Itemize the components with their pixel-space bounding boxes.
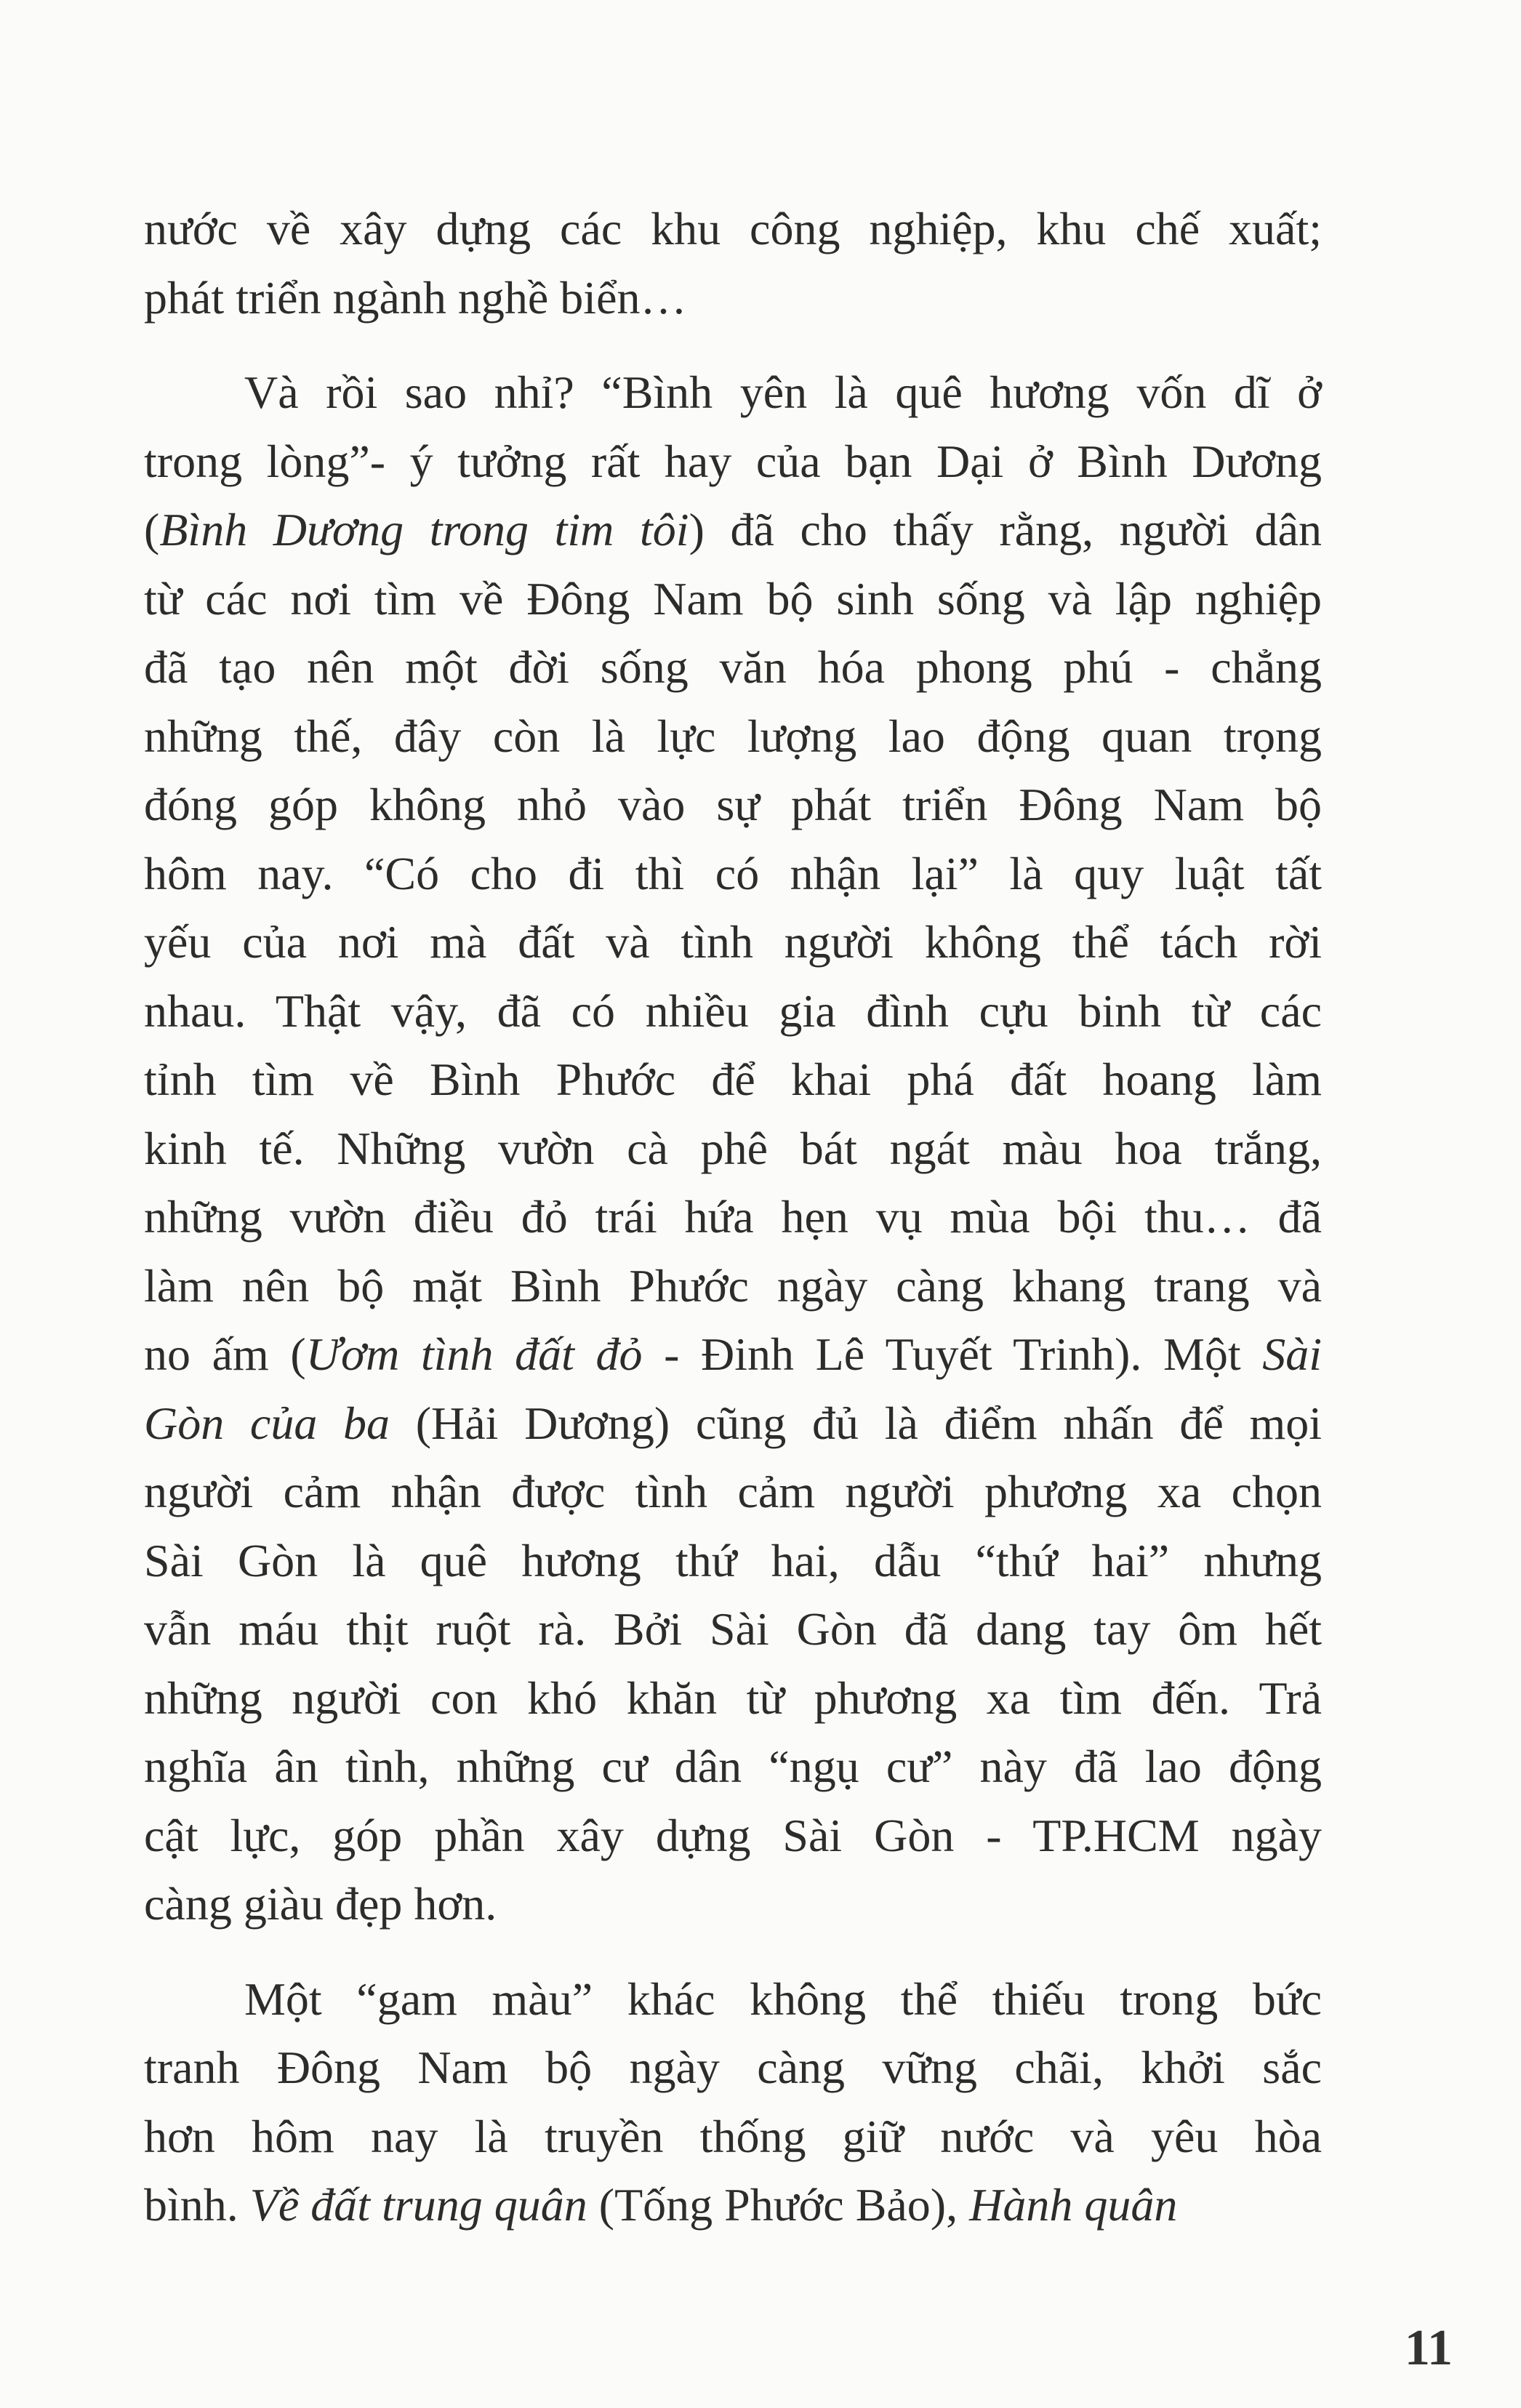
text-run: tranh Đông Nam bộ ngày càng vững chãi, khởi sắc	[144, 2042, 1322, 2093]
text-line	[144, 1802, 1322, 1871]
text-run: làm nên bộ mặt Bình Phước ngày càng khang trang và	[144, 1259, 1322, 1312]
italic-title: Về đất trung quân	[249, 2179, 587, 2231]
text-line	[144, 1115, 1322, 1184]
text-line	[144, 2034, 1322, 2103]
text-line	[144, 565, 1322, 634]
text-line	[144, 840, 1322, 909]
text-line	[144, 1527, 1322, 1596]
italic-title: Bình Dương trong tim tôi	[159, 504, 689, 555]
text-line	[144, 702, 1322, 771]
text-run: bình.	[144, 2179, 250, 2231]
text-run: no ấm (	[144, 1328, 306, 1380]
text-run: phát triển ngành nghề biển…	[144, 271, 687, 324]
italic-title: Gòn của ba	[144, 1397, 390, 1449]
text-run: nghĩa ân tình, những cư dân “ngụ cư” này đã lao động	[144, 1741, 1322, 1792]
text-line	[144, 2103, 1322, 2172]
text-line	[144, 1870, 1322, 1939]
italic-title: Hành quân	[969, 2179, 1178, 2231]
text-line	[144, 1733, 1322, 1802]
text-run: đóng góp không nhỏ vào sự phát triển Đông Nam bộ	[144, 779, 1322, 830]
text-run: hôm nay. “Có cho đi thì có nhận lại” là quy luật tất	[144, 847, 1322, 899]
text-run: đã tạo nên một đời sống văn hóa phong phú - chẳng	[144, 641, 1322, 693]
paragraph-1	[144, 195, 1322, 332]
text-run: hơn hôm nay là truyền thống giữ nước và yêu hòa	[144, 2110, 1322, 2162]
text-run: - Đinh Lê Tuyết Trinh). Một	[642, 1328, 1263, 1380]
text-run: (Tống Phước Bảo),	[587, 2179, 970, 2231]
text-line	[144, 1183, 1322, 1252]
text-line	[144, 1320, 1322, 1389]
text-line	[144, 428, 1322, 497]
text-run: những thế, đây còn là lực lượng lao động quan trọng	[144, 710, 1322, 762]
text-run: Một “gam màu” khác không thể thiếu trong bức	[244, 1972, 1322, 2025]
text-run: người cảm nhận được tình cảm người phương xa chọn	[144, 1466, 1322, 1517]
text-line	[144, 264, 1322, 333]
text-line	[144, 1664, 1322, 1733]
text-line	[144, 195, 1322, 264]
text-run: Sài Gòn là quê hương thứ hai, dẫu “thứ hai” nhưng	[144, 1534, 1322, 1586]
text-line	[144, 496, 1322, 565]
paragraph-2	[144, 358, 1322, 1939]
text-line	[144, 1595, 1322, 1664]
text-line	[144, 1389, 1322, 1458]
text-run: những người con khó khăn từ phương xa tìm đến. Trả	[144, 1671, 1322, 1724]
text-run: nước về xây dựng các khu công nghiệp, khu chế xuất;	[144, 203, 1322, 254]
page-number: 11	[1404, 2320, 1453, 2376]
paragraph-3	[144, 1965, 1322, 2240]
text-run: kinh tế. Những vườn cà phê bát ngát màu hoa trắng,	[144, 1122, 1322, 1174]
text-line	[144, 633, 1322, 702]
text-run: (	[144, 504, 160, 555]
text-run: (Hải Dương) cũng đủ là điểm nhấn để mọi	[390, 1397, 1323, 1449]
text-line	[144, 1458, 1322, 1527]
text-run: cật lực, góp phần xây dựng Sài Gòn - TP.HCM ngày	[144, 1809, 1322, 1861]
text-run: Và rồi sao nhỉ? “Bình yên là quê hương vốn dĩ ở	[244, 366, 1322, 418]
text-run: ) đã cho thấy rằng, người dân	[689, 504, 1323, 555]
text-line	[144, 908, 1322, 977]
text-line	[144, 2171, 1322, 2240]
text-run: trong lòng”- ý tưởng rất hay của bạn Dại ở Bình Dương	[144, 435, 1322, 487]
text-run: càng giàu đẹp hơn.	[144, 1878, 497, 1930]
text-run: từ các nơi tìm về Đông Nam bộ sinh sống và lập nghiệp	[144, 572, 1322, 625]
body-text	[144, 195, 1322, 2240]
italic-title: Ươm tình đất đỏ	[305, 1328, 643, 1380]
text-run: tỉnh tìm về Bình Phước để khai phá đất hoang làm	[144, 1054, 1322, 1105]
italic-title: Sài	[1262, 1328, 1323, 1380]
text-line	[144, 977, 1322, 1046]
text-line	[144, 771, 1322, 840]
text-run: những vườn điều đỏ trái hứa hẹn vụ mùa bội thu… đã	[144, 1191, 1322, 1243]
text-line	[144, 358, 1322, 428]
text-line	[144, 1965, 1322, 2034]
text-run: nhau. Thật vậy, đã có nhiều gia đình cựu binh từ các	[144, 984, 1322, 1037]
text-line	[144, 1252, 1322, 1321]
text-run: vẫn máu thịt ruột rà. Bởi Sài Gòn đã dang tay ôm hết	[144, 1603, 1322, 1655]
text-line	[144, 1046, 1322, 1115]
text-run: yếu của nơi mà đất và tình người không thể tách rời	[144, 916, 1322, 968]
